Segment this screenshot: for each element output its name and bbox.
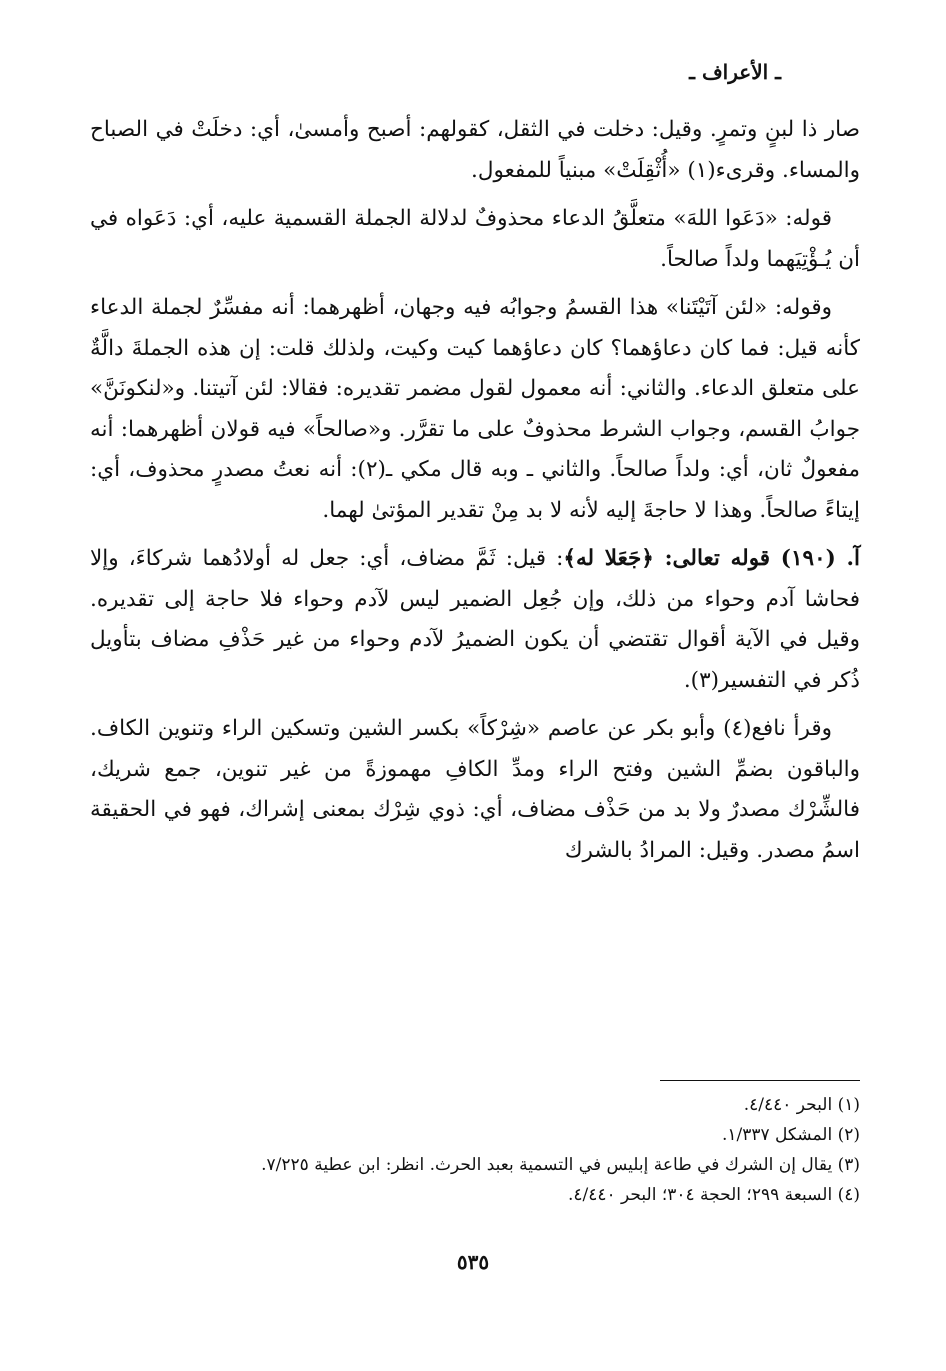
paragraph-5: وقرأ نافع(٤) وأبو بكر عن عاصم «شِرْكاً» بكسر الشين وتسكين الراء وتنوين الكاف. والباقون بضمِّ الشين وفتح الراء ومدِّ الكافِ مهموزةً من غير تنوين، جمع شريك، فالشِّرْك مصدرٌ ولا بد من حَذْف مضاف، أي: ذوي شِرْك بمعنى إشراك، فهو في الحقيقة اسمُ مصدر. وقيل: المرادُ بالشرك xyxy=(90,716,860,863)
footnote-item: (١) البحر ٤/٤٤٠. xyxy=(743,1095,860,1115)
paragraph-2: قوله: «دَعَوا اللهَ» متعلَّقُ الدعاء محذوفٌ لدلالة الجملة القسمية عليه، أي: دَعَواه في أن يُـؤْتِيَهما ولداً صالحاً. xyxy=(90,206,860,272)
verse-reference: آ. (١٩٠) قوله تعالى: ﴿جَعَلا له﴾ xyxy=(563,546,860,571)
paragraph-3: وقوله: «لئن آتَيْتَنا» هذا القسمُ وجوابُه فيه وجهان، أظهرهما: أنه مفسِّرٌ لجملة الدعاء كأنه قيل: فما كان دعاؤهما؟ كان دعاؤهما كيت وكيت، ولذلك قلت: إن هذه الجملةَ دالَّةٌ على متعلق الدعاء. والثاني: أنه معمول لقول مضمر تقديره: فقالا: لئن آتيتنا. و«لنكونَنَّ» جوابُ القسم، وجواب الشرط محذوفٌ على ما تقرَّر. و«صالحاً» فيه قولان أظهرهما: أنه مفعولٌ ثان، أي: ولداً صالحاً. والثاني ـ وبه قال مكي ـ(٢): أنه نعتُ مصدرٍ محذوف، أي: إيتاءً صالحاً. وهذا لا حاجةَ إليه لأنه لا بد مِنْ تقدير المؤتىٰ لهما. xyxy=(90,295,861,523)
footnote-item: (٢) المشكل ١/٣٣٧. xyxy=(721,1125,860,1145)
footnote-item: (٣) يقال إن الشرك في طاعة إبليس في التسمية بعبد الحرث. انظر: ابن عطية ٧/٢٢٥. xyxy=(261,1155,860,1175)
footnotes xyxy=(90,1090,860,1210)
verse-paragraph xyxy=(90,539,860,701)
page-number: ٥٣٥ xyxy=(456,1250,490,1274)
footnote-divider xyxy=(660,1080,860,1081)
footnote-item: (٤) السبعة ٢٩٩؛ الحجة ٣٠٤؛ البحر ٤/٤٤٠. xyxy=(567,1185,860,1205)
body-text xyxy=(90,110,860,879)
paragraph-1: صار ذا لبنٍ وتمرٍ. وقيل: دخلت في الثقل، كقولهم: أصبح وأمسىٰ، أي: دخلَتْ في الصباح والمساء. وقرىء(١) «أُثْقِلَتْ» مبنياً للمفعول. xyxy=(90,117,860,183)
verse-commentary: : قيل: ثَمَّ مضاف، أي: جعل له أولادُهما شركاءَ، وإلا فحاشا آدم وحواء من ذلك، وإن جُعِل الضمير ليس لآدم وحواء فلا حاجة إلى تقديره. وقيل في الآية أقوال تقتضي أن يكون الضميرُ لآدم وحواء من غير حَذْفِ مضاف بتأويل ذُكر في التفسير(٣). xyxy=(90,546,860,693)
running-head: ـ الأعراف ـ xyxy=(689,60,781,84)
